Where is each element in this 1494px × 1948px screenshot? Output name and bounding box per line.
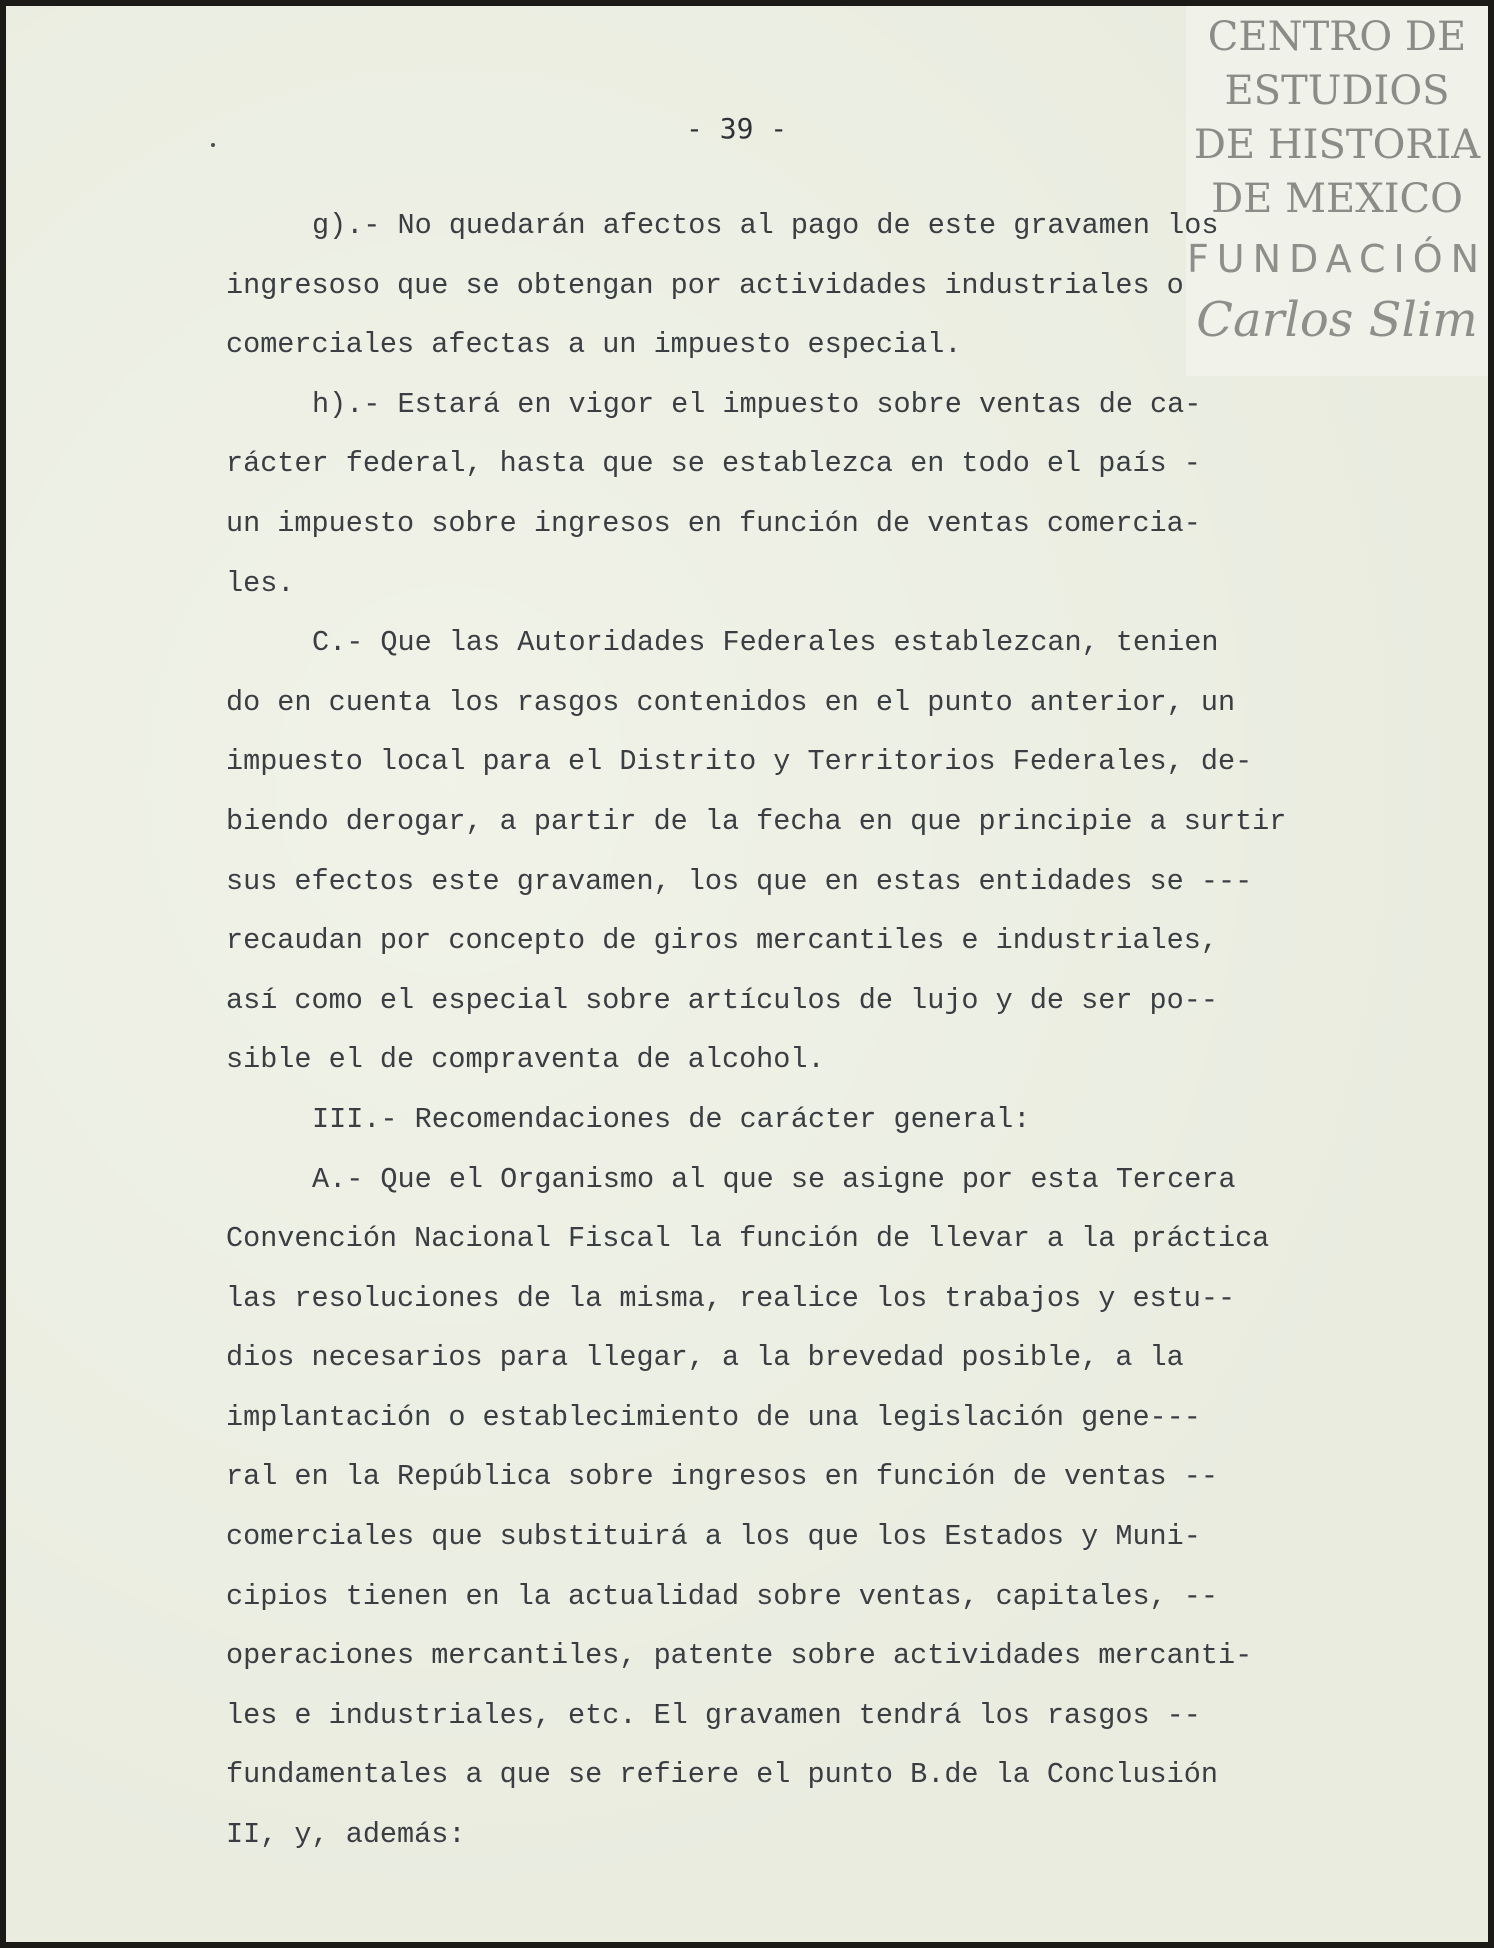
text-line: h).- Estará en vigor el impuesto sobre ventas de ca- <box>312 387 1202 421</box>
watermark-signature: Carlos Slim <box>1196 292 1478 348</box>
text-line: cipios tienen en la actualidad sobre ventas, capitales, -- <box>226 1579 1218 1613</box>
text-line: II, y, además: <box>226 1818 466 1852</box>
watermark-line: ESTUDIOS <box>1224 68 1450 114</box>
text-line: comerciales afectas a un impuesto especial. <box>226 328 962 362</box>
watermark-line: DE MEXICO <box>1211 176 1463 222</box>
text-line: Convención Nacional Fiscal la función de llevar a la práctica <box>226 1222 1270 1256</box>
text-line: ingresoso que se obtengan por actividades industriales o <box>226 268 1184 302</box>
text-line: las resoluciones de la misma, realice los trabajos y estu-- <box>226 1281 1236 1315</box>
text-line: sus efectos este gravamen, los que en estas entidades se --- <box>226 864 1253 898</box>
text-line: un impuesto sobre ingresos en función de ventas comercia- <box>226 506 1201 540</box>
text-line: comerciales que substituirá a los que los Estados y Muni- <box>226 1520 1201 1554</box>
text-line: ral en la República sobre ingresos en función de ventas -- <box>226 1460 1218 1494</box>
text-line: recaudan por concepto de giros mercantiles e industriales, <box>226 924 1218 958</box>
text-line: rácter federal, hasta que se establezca en todo el país - <box>226 447 1201 481</box>
text-line: g).- No quedarán afectos al pago de este gravamen los <box>312 209 1219 242</box>
document-page <box>6 6 1488 1942</box>
text-line: do en cuenta los rasgos contenidos en el punto anterior, un <box>226 685 1236 719</box>
text-line: así como el especial sobre artículos de lujo y de ser po-- <box>226 983 1218 1017</box>
text-line: C.- Que las Autoridades Federales establezcan, tenien <box>312 626 1219 660</box>
ink-dot <box>211 143 215 147</box>
text-line: biendo derogar, a partir de la fecha en que principie a surtir <box>226 804 1287 838</box>
text-line: les e industriales, etc. El gravamen tendrá los rasgos -- <box>226 1698 1201 1732</box>
text-line: III.- Recomendaciones de carácter general: <box>312 1102 1031 1136</box>
text-line: implantación o establecimiento de una legislación gene--- <box>226 1400 1201 1434</box>
watermark-line: DE HISTORIA <box>1193 122 1481 168</box>
page-number: - 39 - <box>686 112 788 145</box>
text-line: les. <box>226 566 295 600</box>
watermark-line: CENTRO DE <box>1207 14 1467 60</box>
text-line: operaciones mercantiles, patente sobre actividades mercanti- <box>226 1639 1253 1673</box>
text-line: sible el de compraventa de alcohol. <box>226 1043 825 1077</box>
text-line: impuesto local para el Distrito y Territorios Federales, de- <box>226 745 1253 779</box>
typewritten-body <box>226 196 1346 1865</box>
text-line: dios necesarios para llegar, a la brevedad posible, a la <box>226 1341 1184 1375</box>
watermark-foundation: FUNDACIÓN <box>1186 237 1488 281</box>
text-line: A.- Que el Organismo al que se asigne por esta Tercera <box>312 1162 1236 1196</box>
text-line: fundamentales a que se refiere el punto B.de la Conclusión <box>226 1758 1218 1792</box>
